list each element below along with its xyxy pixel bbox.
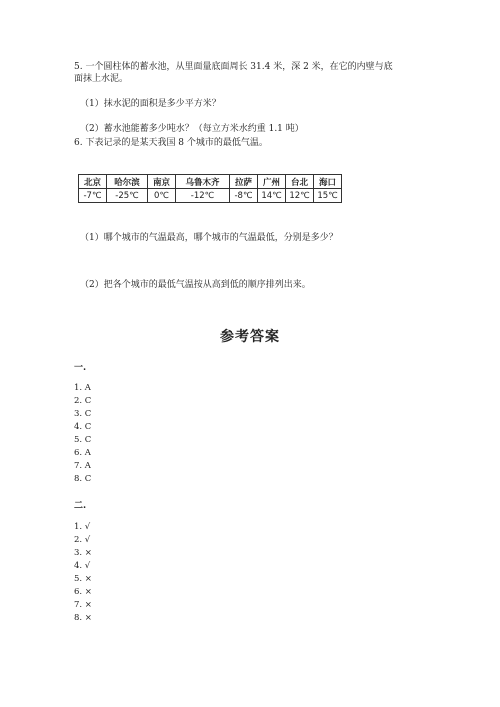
table-cell: 南京 <box>148 175 176 189</box>
list-item: 8. C <box>74 474 92 484</box>
list-item: 6. × <box>74 587 92 597</box>
question-6-sub-1: （1）哪个城市的气温最高，哪个城市的气温最低，分别是多少？ <box>80 233 338 243</box>
table-cell: -8℃ <box>230 189 258 203</box>
table-cell: -12℃ <box>176 189 230 203</box>
question-5-sub-1: （1）抹水泥的面积是多少平方米？ <box>80 99 221 109</box>
table-cell: 北京 <box>79 175 107 189</box>
list-item: 2. C <box>74 396 92 406</box>
question-6-sub-2: （2）把各个城市的最低气温按从高到低的顺序排列出来。 <box>80 280 311 290</box>
list-item: 3. × <box>74 548 92 558</box>
table-row-temps <box>79 189 342 203</box>
table-cell: 乌鲁木齐 <box>176 175 230 189</box>
question-5-line-2: 面抹上水泥。 <box>74 74 129 84</box>
table-cell: 海口 <box>314 175 342 189</box>
list-item: 5. C <box>74 435 92 445</box>
list-item: 8. × <box>74 613 92 623</box>
list-item: 3. C <box>74 409 92 419</box>
section-heading-2: 二. <box>74 501 87 511</box>
list-item: 2. √ <box>74 535 91 545</box>
table-cell: 12℃ <box>286 189 314 203</box>
question-5-sub-2: （2）蓄水池能蓄多少吨水？（每立方米水约重 1.1 吨） <box>80 124 304 134</box>
table-cell: 哈尔滨 <box>107 175 148 189</box>
table-cell: 拉萨 <box>230 175 258 189</box>
table-cell: 14℃ <box>258 189 286 203</box>
table-cell: 0℃ <box>148 189 176 203</box>
list-item: 5. × <box>74 574 92 584</box>
table-row-cities <box>79 175 342 189</box>
table-cell: 台北 <box>286 175 314 189</box>
question-6-stem: 6. 下表记录的是某天我国 8 个城市的最低气温。 <box>74 138 268 148</box>
list-item: 4. C <box>74 422 92 432</box>
table-cell: -25℃ <box>107 189 148 203</box>
list-item: 1. √ <box>74 522 91 532</box>
list-item: 7. A <box>74 461 91 471</box>
answer-list-1 <box>74 382 91 486</box>
list-item: 1. A <box>74 383 91 393</box>
list-item: 7. × <box>74 600 92 610</box>
answer-list-2 <box>74 521 92 625</box>
section-heading-1: 一. <box>74 363 87 373</box>
table-cell: 15℃ <box>314 189 342 203</box>
table-cell: 广州 <box>258 175 286 189</box>
temperature-table <box>78 174 342 203</box>
list-item: 4. √ <box>74 561 91 571</box>
list-item: 6. A <box>74 448 91 458</box>
answers-title: 参考答案 <box>220 329 280 345</box>
table-cell: -7℃ <box>79 189 107 203</box>
question-5-line-1: 5. 一个圆柱体的蓄水池，从里面量底面周长 31.4 米，深 2 米，在它的内壁与底 <box>74 62 393 72</box>
